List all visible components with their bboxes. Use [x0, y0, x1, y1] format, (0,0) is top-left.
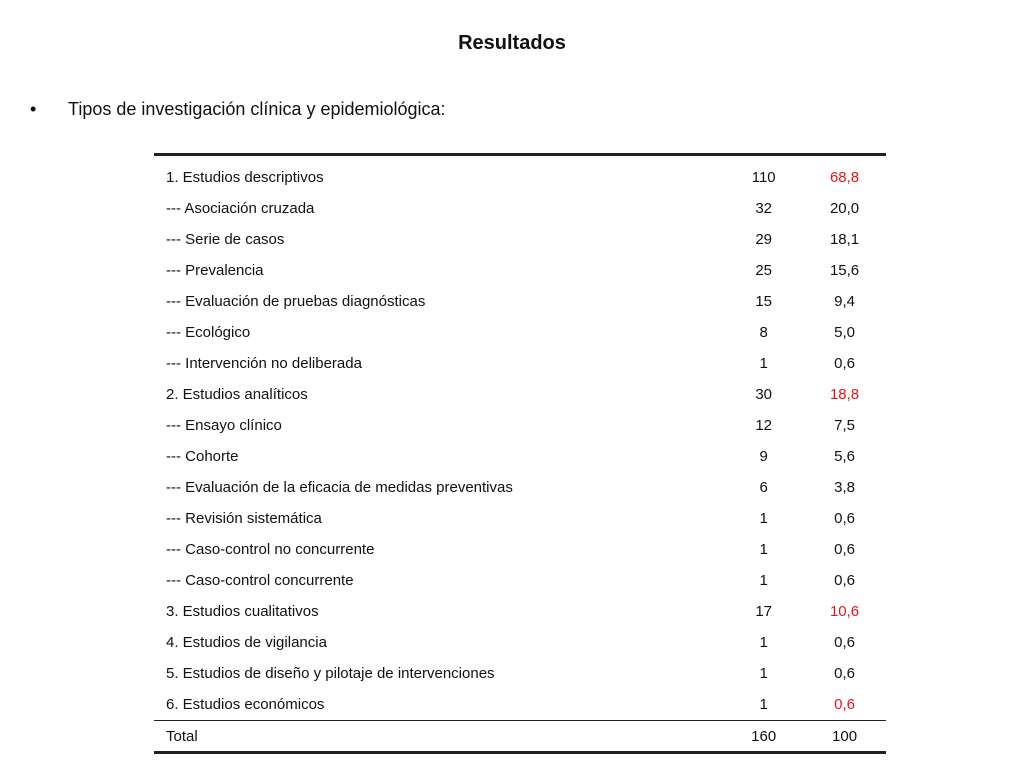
table-row: [154, 224, 886, 255]
row-label: --- Evaluación de pruebas diagnósticas: [166, 293, 426, 310]
table-body: [154, 156, 886, 721]
row-percent: 0,6: [834, 665, 855, 682]
row-count: 1: [759, 355, 768, 372]
row-label: --- Evaluación de la eficacia de medidas preventivas: [166, 479, 513, 496]
row-count: 17: [755, 603, 773, 620]
bullet-item: [30, 96, 446, 122]
row-percent: 0,6: [834, 696, 855, 713]
row-percent: 0,6: [834, 355, 855, 372]
table-row: [154, 156, 886, 193]
row-label: --- Caso-control concurrente: [166, 572, 354, 589]
table-row: [154, 317, 886, 348]
table-row: [154, 255, 886, 286]
table-row: [154, 503, 886, 534]
row-label: --- Caso-control no concurrente: [166, 541, 375, 558]
row-count: 1: [759, 572, 768, 589]
row-count: 25: [755, 262, 773, 279]
table-row: [154, 441, 886, 472]
row-label: --- Revisión sistemática: [166, 510, 322, 527]
row-label: --- Serie de casos: [166, 231, 285, 248]
table-row: [154, 348, 886, 379]
row-label: 6. Estudios económicos: [166, 696, 325, 713]
table-total-row: [154, 721, 886, 753]
row-count: 1: [759, 696, 768, 713]
row-count: 1: [759, 510, 768, 527]
row-percent: 10,6: [829, 603, 860, 620]
row-percent: 5,6: [834, 448, 855, 465]
row-percent: 3,8: [834, 479, 855, 496]
row-label: 5. Estudios de diseño y pilotaje de intervenciones: [166, 665, 495, 682]
table-row: [154, 596, 886, 627]
row-count: 110: [751, 169, 776, 186]
total-percent: 100: [803, 721, 886, 753]
table-row: [154, 379, 886, 410]
table-row: [154, 472, 886, 503]
table-row: [154, 286, 886, 317]
row-label: --- Prevalencia: [166, 262, 264, 279]
table-row: [154, 565, 886, 596]
table-row: [154, 410, 886, 441]
row-count: 1: [759, 665, 768, 682]
row-count: 30: [755, 386, 773, 403]
row-count: 1: [759, 541, 768, 558]
row-count: 32: [755, 200, 773, 217]
row-label: --- Asociación cruzada: [166, 200, 315, 217]
row-percent: 9,4: [834, 293, 855, 310]
bullet-text: Tipos de investigación clínica y epidemiológica:: [68, 99, 446, 119]
row-label: --- Ensayo clínico: [166, 417, 282, 434]
row-percent: 7,5: [834, 417, 855, 434]
study-types-table: [154, 153, 886, 754]
row-percent: 20,0: [829, 200, 860, 217]
table-row: [154, 534, 886, 565]
row-percent: 5,0: [834, 324, 855, 341]
row-percent: 18,1: [829, 231, 860, 248]
row-count: 8: [759, 324, 768, 341]
row-percent: 0,6: [834, 541, 855, 558]
table-row: [154, 193, 886, 224]
row-count: 9: [759, 448, 768, 465]
row-label: 1. Estudios descriptivos: [166, 169, 324, 186]
row-label: 4. Estudios de vigilancia: [166, 634, 327, 651]
total-label: Total: [154, 721, 724, 753]
row-percent: 15,6: [829, 262, 860, 279]
slide-title: Resultados: [458, 32, 566, 54]
table-row: [154, 689, 886, 721]
table-row: [154, 627, 886, 658]
row-count: 6: [759, 479, 768, 496]
total-count: 160: [724, 721, 803, 753]
row-count: 1: [759, 634, 768, 651]
row-percent: 18,8: [829, 386, 860, 403]
row-percent: 0,6: [834, 634, 855, 651]
row-label: 3. Estudios cualitativos: [166, 603, 319, 620]
row-count: 15: [755, 293, 773, 310]
table-row: [154, 658, 886, 689]
row-label: 2. Estudios analíticos: [166, 386, 308, 403]
row-count: 12: [755, 417, 773, 434]
row-percent: 0,6: [834, 572, 855, 589]
row-count: 29: [755, 231, 773, 248]
row-label: --- Intervención no deliberada: [166, 355, 362, 372]
bullet-dot-icon: •: [30, 99, 37, 119]
row-percent: 0,6: [834, 510, 855, 527]
row-label: --- Ecológico: [166, 324, 251, 341]
row-percent: 68,8: [829, 169, 860, 186]
row-label: --- Cohorte: [166, 448, 239, 465]
